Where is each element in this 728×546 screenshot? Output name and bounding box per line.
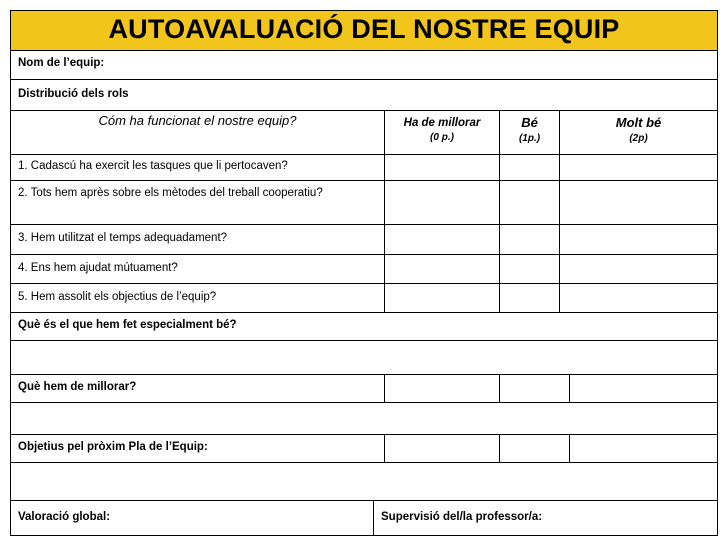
- title-bar: [11, 11, 717, 51]
- column-needs-improvement: [385, 117, 499, 143]
- col-very-good-label: Molt bé: [615, 115, 662, 130]
- improve-row: [11, 375, 717, 403]
- roles-row[interactable]: [11, 80, 717, 111]
- col-good-label: Bé: [521, 115, 538, 130]
- self-evaluation-form: [10, 10, 718, 536]
- question-text: 1. Cadascú ha exercit les tasques que li pertocaven?: [18, 160, 288, 172]
- column-good: [500, 115, 559, 144]
- col-very-good-points: (2p): [629, 133, 648, 144]
- col-good-points: (1p.): [518, 133, 541, 144]
- col-needs-improvement-label: Ha de millorar: [403, 117, 481, 129]
- global-rating-label: Valoració global:: [18, 511, 111, 523]
- question-row-3[interactable]: [11, 225, 717, 255]
- goals-label: Objetius pel pròxim Pla de l’Equip:: [18, 441, 208, 453]
- question-text: 4. Ens hem ajudat mútuament?: [18, 262, 178, 274]
- question-row-1[interactable]: [11, 155, 717, 181]
- grid-divider: [559, 111, 560, 313]
- team-name-label: Nom de l’equip:: [18, 57, 105, 69]
- grid-divider: [499, 111, 500, 313]
- grid-divider: [384, 375, 385, 403]
- question-row-4[interactable]: [11, 255, 717, 284]
- goals-row: [11, 435, 717, 463]
- question-row-2[interactable]: [11, 181, 717, 225]
- grid-divider: [384, 435, 385, 463]
- grid-divider: [499, 375, 500, 403]
- grid-divider: [373, 501, 374, 535]
- column-very-good: [560, 115, 717, 144]
- question-text: 2. Tots hem après sobre els mètodes del treball cooperatiu?: [18, 187, 323, 199]
- team-name-row[interactable]: [11, 51, 717, 80]
- improve-answer[interactable]: [11, 403, 717, 435]
- form-title: AUTOAVALUACIÓ DEL NOSTRE EQUIP: [108, 14, 620, 44]
- grid-divider: [499, 435, 500, 463]
- question-text: 3. Hem utilitzat el temps adequadament?: [18, 232, 228, 244]
- grid-divider: [384, 111, 385, 313]
- done-well-label: Què és el que hem fet especialment bé?: [18, 319, 237, 331]
- question-text: 5. Hem assolit els objectius de l’equip?: [18, 291, 217, 303]
- footer-row[interactable]: [11, 501, 717, 535]
- col-needs-improvement-points: (0 p.): [430, 132, 454, 143]
- done-well-row: [11, 313, 717, 341]
- teacher-supervision-label: Supervisió del/la professor/a:: [381, 511, 543, 523]
- criteria-question-header: Cóm ha funcionat el nostre equip?: [98, 113, 297, 128]
- roles-label: Distribució dels rols: [18, 88, 129, 100]
- done-well-answer[interactable]: [11, 341, 717, 375]
- improve-label: Què hem de millorar?: [18, 381, 137, 393]
- question-row-5[interactable]: [11, 284, 717, 313]
- goals-answer[interactable]: [11, 463, 717, 501]
- grid-divider: [569, 435, 570, 463]
- grid-divider: [569, 375, 570, 403]
